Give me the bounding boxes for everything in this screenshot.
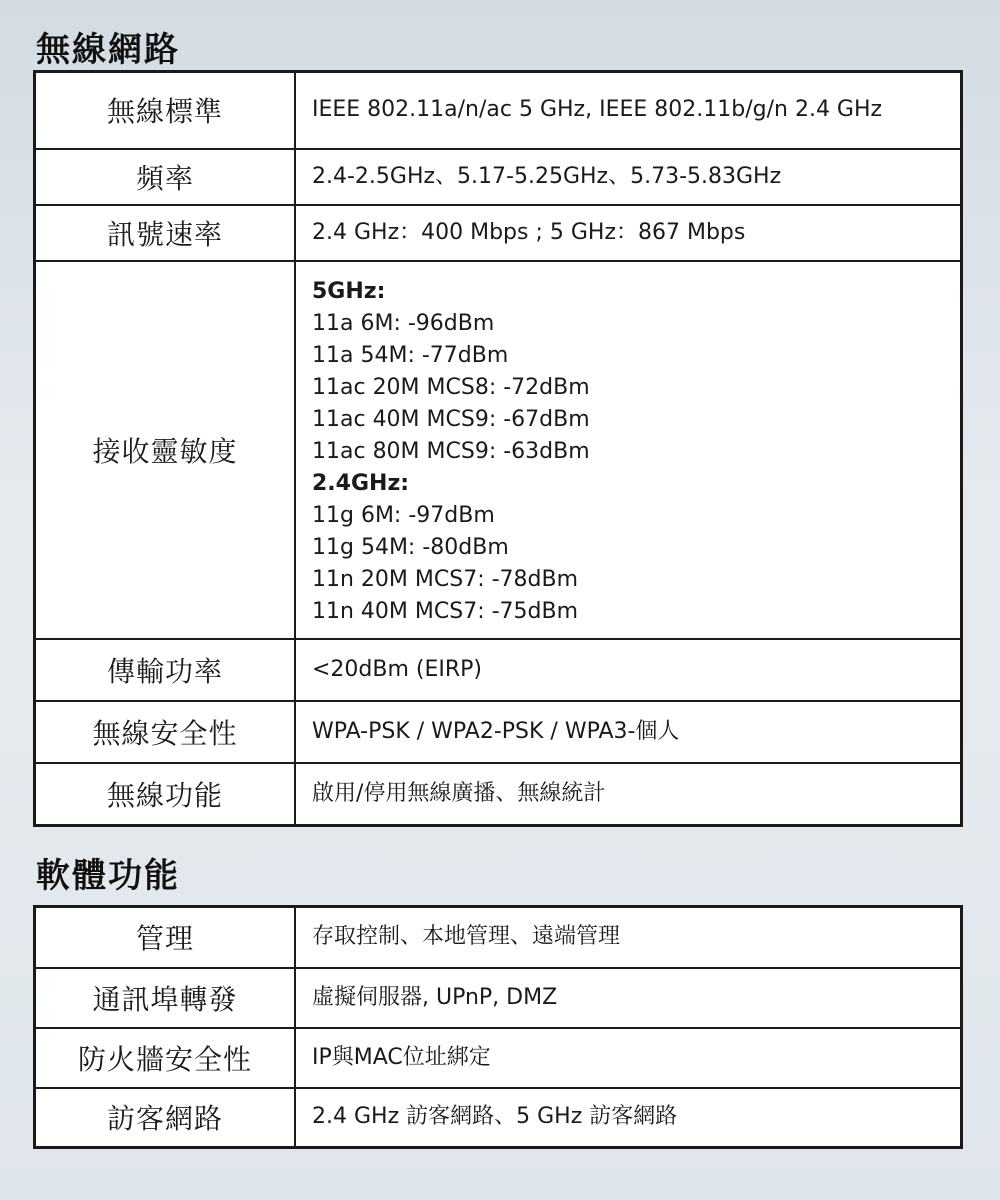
table-row [35, 261, 962, 639]
sensitivity-item: 11ac 20M MCS8: -72dBm [312, 374, 590, 400]
spec-label: 頻率 [35, 149, 296, 205]
sensitivity-band: 2.4GHz: [312, 470, 410, 496]
spec-label: 接收靈敏度 [35, 261, 296, 639]
table-row [35, 149, 962, 205]
spec-value: IEEE 802.11a/n/ac 5 GHz, IEEE 802.11b/g/n 2.4 GHz [295, 72, 962, 149]
spec-label: 無線標準 [35, 72, 296, 149]
sensitivity-item: 11g 6M: -97dBm [312, 502, 495, 528]
table-row [35, 763, 962, 826]
spec-label: 通訊埠轉發 [35, 968, 296, 1028]
table-row [35, 1088, 962, 1148]
spec-value-list [295, 261, 962, 639]
spec-label: 無線安全性 [35, 701, 296, 763]
section-title-software: 軟體功能 [36, 856, 180, 896]
table-row [35, 205, 962, 261]
table-row [35, 907, 962, 968]
sensitivity-item: 11n 40M MCS7: -75dBm [312, 598, 579, 624]
sensitivity-item: 11a 54M: -77dBm [312, 342, 509, 368]
sensitivity-item: 11g 54M: -80dBm [312, 534, 509, 560]
spec-value: 虛擬伺服器, UPnP, DMZ [295, 968, 962, 1028]
spec-label: 訊號速率 [35, 205, 296, 261]
spec-value: IP與MAC位址綁定 [295, 1028, 962, 1088]
sensitivity-band: 5GHz: [312, 278, 386, 304]
table-row [35, 968, 962, 1028]
wireless-spec-table [33, 70, 963, 827]
spec-label: 傳輸功率 [35, 639, 296, 701]
sensitivity-item: 11ac 80M MCS9: -63dBm [312, 438, 590, 464]
table-row [35, 72, 962, 149]
spec-value: 2.4 GHz 訪客網路、5 GHz 訪客網路 [295, 1088, 962, 1148]
spec-value: <20dBm (EIRP) [295, 639, 962, 701]
spec-label: 管理 [35, 907, 296, 968]
software-spec-table [33, 905, 963, 1149]
spec-value: 2.4 GHz：400 Mbps ; 5 GHz：867 Mbps [295, 205, 962, 261]
spec-label: 無線功能 [35, 763, 296, 826]
spec-label: 訪客網路 [35, 1088, 296, 1148]
sensitivity-item: 11n 20M MCS7: -78dBm [312, 566, 579, 592]
spec-value: WPA-PSK / WPA2-PSK / WPA3-個人 [295, 701, 962, 763]
table-row [35, 1028, 962, 1088]
spec-value: 啟用/停用無線廣播、無線統計 [295, 763, 962, 826]
sensitivity-item: 11ac 40M MCS9: -67dBm [312, 406, 590, 432]
table-row [35, 639, 962, 701]
sensitivity-list [312, 262, 960, 638]
spec-value: 2.4-2.5GHz、5.17-5.25GHz、5.73-5.83GHz [295, 149, 962, 205]
section-title-wireless: 無線網路 [36, 30, 180, 70]
table-row [35, 701, 962, 763]
sensitivity-item: 11a 6M: -96dBm [312, 310, 495, 336]
spec-label: 防火牆安全性 [35, 1028, 296, 1088]
spec-value: 存取控制、本地管理、遠端管理 [295, 907, 962, 968]
